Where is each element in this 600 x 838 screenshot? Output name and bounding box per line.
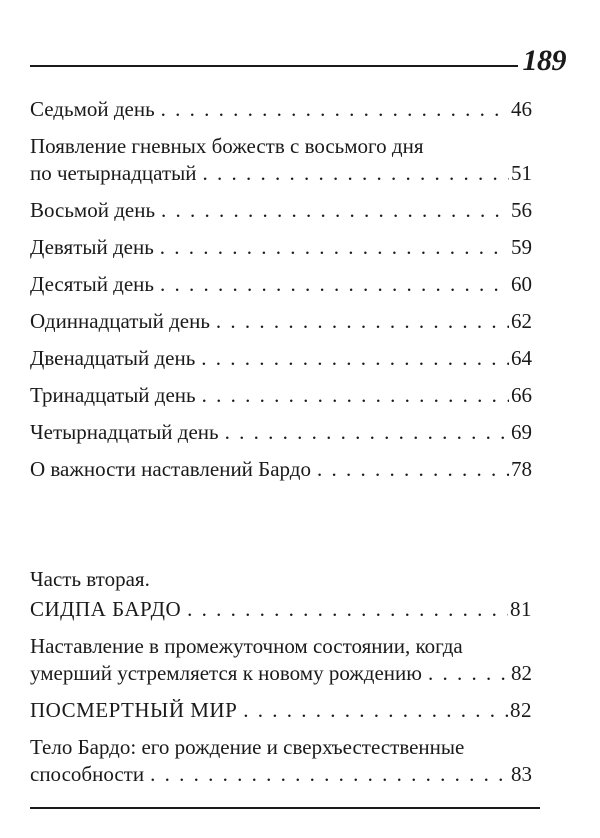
toc-entry-multiline bbox=[30, 133, 532, 187]
part-heading: Часть вторая. bbox=[30, 567, 150, 591]
toc-entry-title: Четырнадцатый день bbox=[30, 420, 219, 444]
toc-entry-page: 62 bbox=[511, 309, 532, 333]
toc-section-title bbox=[30, 697, 532, 724]
toc-entry-page: 78 bbox=[511, 457, 532, 481]
toc-entry-title: Одиннадцатый день bbox=[30, 309, 210, 333]
toc-entry-page: 82 bbox=[510, 698, 532, 722]
page-number: 189 bbox=[522, 44, 566, 77]
toc-entry-page: 59 bbox=[511, 235, 532, 259]
footer-rule bbox=[30, 807, 540, 809]
toc-entry-title: СИДПА БАРДО bbox=[30, 597, 182, 621]
toc-entry-page: 60 bbox=[511, 272, 532, 296]
toc-entry-title: Девятый день bbox=[30, 235, 154, 259]
toc-entry bbox=[30, 345, 532, 372]
leader-dots bbox=[428, 660, 509, 687]
toc-entry bbox=[30, 419, 532, 446]
toc-entry bbox=[30, 761, 532, 788]
leader-dots bbox=[201, 345, 509, 372]
toc-entry-page: 51 bbox=[511, 161, 532, 185]
toc-entry-title: Восьмой день bbox=[30, 198, 156, 222]
toc-entry-page: 82 bbox=[511, 661, 532, 685]
toc-entry-title: по четырнадцатый bbox=[30, 161, 197, 185]
leader-dots bbox=[160, 234, 509, 261]
leader-dots bbox=[202, 382, 509, 409]
leader-dots bbox=[150, 761, 509, 788]
toc-entry-page: 83 bbox=[511, 762, 532, 786]
leader-dots bbox=[161, 197, 509, 224]
toc-entry-title: Двенадцатый день bbox=[30, 346, 196, 370]
leader-dots bbox=[317, 456, 509, 483]
leader-dots bbox=[187, 596, 508, 623]
leader-dots bbox=[161, 96, 509, 123]
toc-entry-page: 56 bbox=[511, 198, 532, 222]
toc-entry-page: 66 bbox=[511, 383, 532, 407]
toc-entry-title: Десятый день bbox=[30, 272, 155, 296]
toc-entry-title-line1: Наставление в промежуточном состоянии, когда bbox=[30, 634, 463, 658]
toc-entry-title: Тринадцатый день bbox=[30, 383, 196, 407]
toc-part-title bbox=[30, 596, 532, 623]
toc-entry bbox=[30, 160, 532, 187]
toc-entry bbox=[30, 456, 532, 483]
toc-entry bbox=[30, 382, 532, 409]
toc-entry-multiline bbox=[30, 633, 532, 687]
toc-entry-title: ПОСМЕРТНЫЙ МИР bbox=[30, 698, 238, 722]
toc-entry-title: О важности наставлений Бардо bbox=[30, 457, 311, 481]
leader-dots bbox=[202, 160, 509, 187]
toc-entry bbox=[30, 271, 532, 298]
toc-entry-page: 64 bbox=[511, 346, 532, 370]
toc-entry-page: 46 bbox=[511, 97, 532, 121]
toc-entry bbox=[30, 96, 532, 123]
toc-entry-title: способности bbox=[30, 762, 145, 786]
toc-entry bbox=[30, 197, 532, 224]
toc-entry-page: 81 bbox=[510, 597, 532, 621]
leader-dots bbox=[243, 697, 508, 724]
table-of-contents bbox=[30, 96, 532, 788]
toc-entry-title-line1: Появление гневных божеств с восьмого дня bbox=[30, 134, 424, 158]
toc-entry-title: умерший устремляется к новому рождению bbox=[30, 661, 422, 685]
toc-entry-title: Седьмой день bbox=[30, 97, 155, 121]
toc-entry bbox=[30, 308, 532, 335]
toc-entry-page: 69 bbox=[511, 420, 532, 444]
toc-entry-title-line1: Тело Бардо: его рождение и сверхъестественные bbox=[30, 735, 465, 759]
toc-entry bbox=[30, 660, 532, 687]
toc-entry-multiline bbox=[30, 734, 532, 788]
leader-dots bbox=[225, 419, 509, 446]
toc-entry bbox=[30, 234, 532, 261]
leader-dots bbox=[160, 271, 509, 298]
leader-dots bbox=[216, 308, 509, 335]
header-rule bbox=[30, 65, 518, 67]
